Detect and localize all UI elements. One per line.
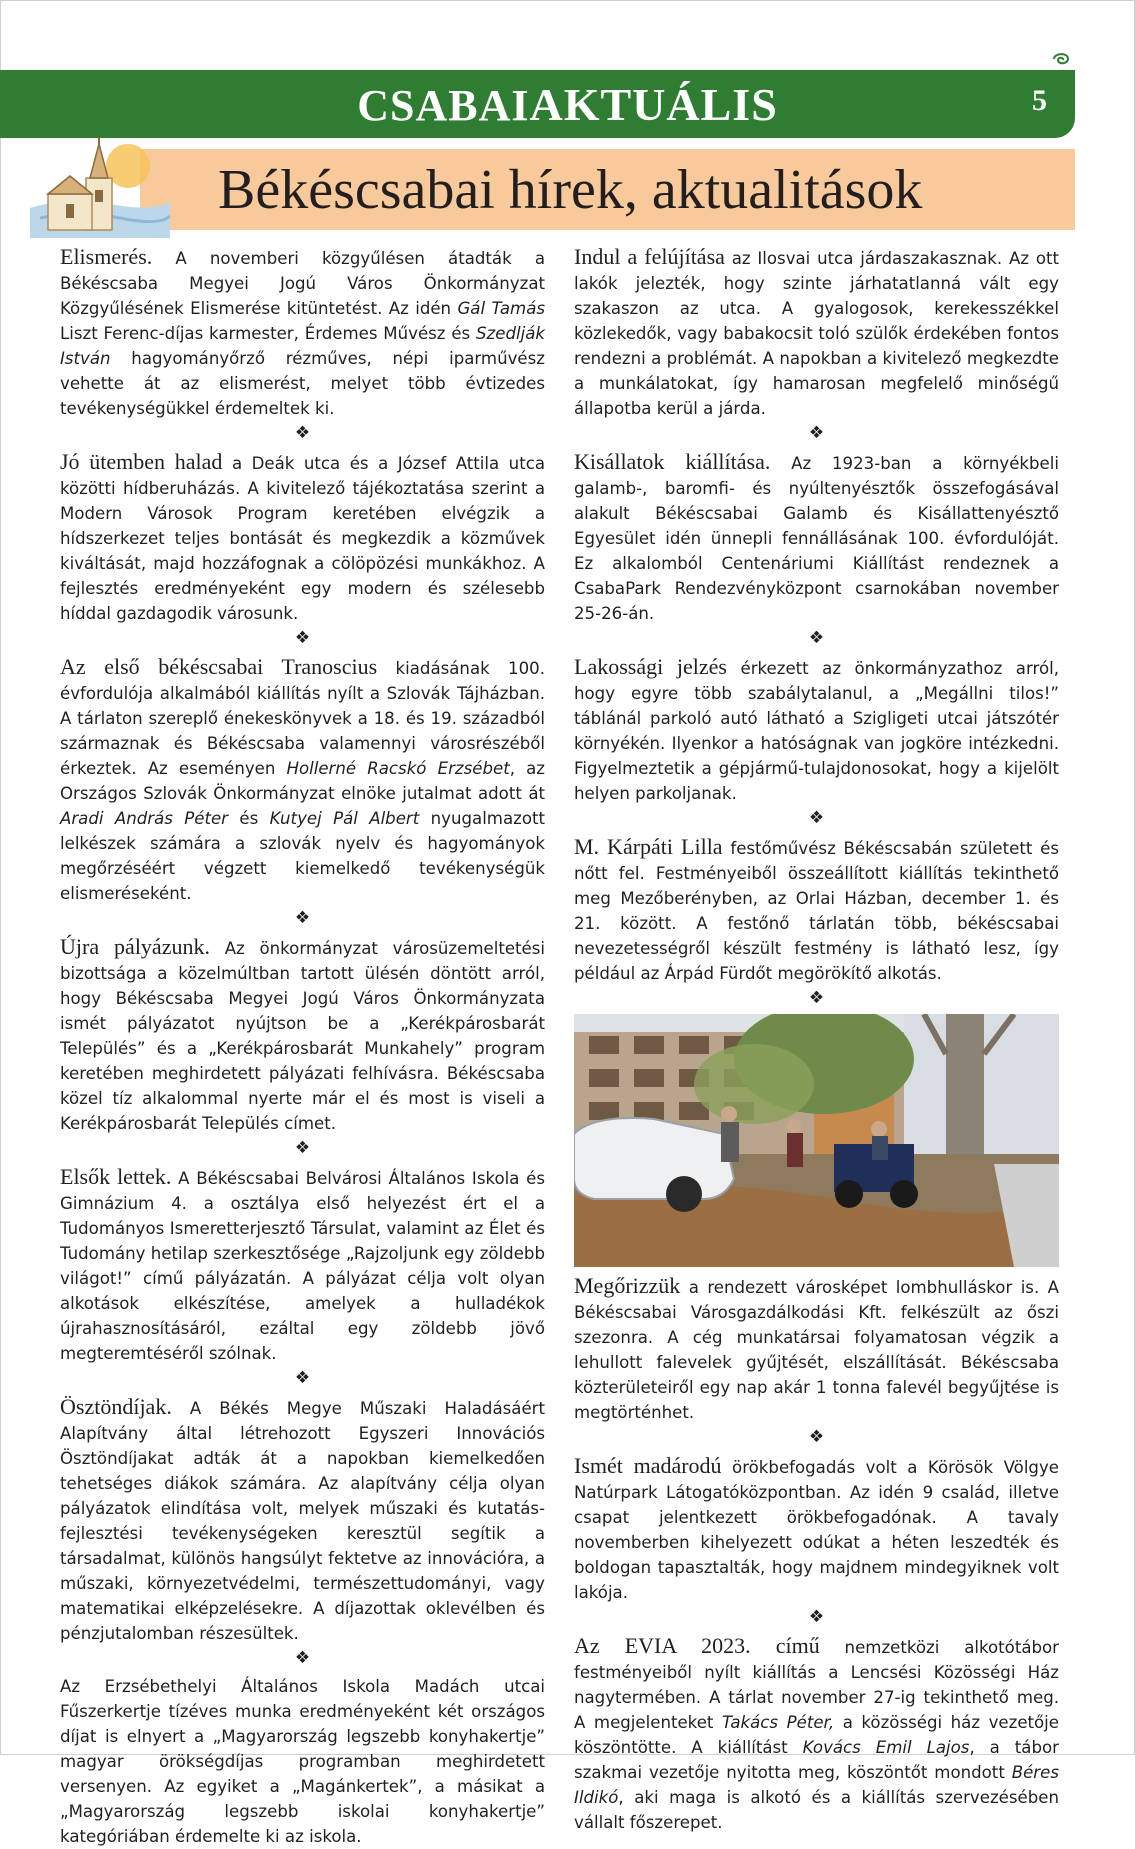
article-separator: ❖: [808, 988, 825, 1008]
article-text: , a tábor szakmai vezetője nyitotta meg, köszöntőt mondott: [574, 1738, 1059, 1782]
article: [60, 1164, 545, 1366]
article-headline: Elismerés.: [60, 244, 153, 269]
magazine-title-aktualis: AKTUÁLIS: [529, 79, 778, 130]
article-separator: ❖: [294, 1138, 311, 1158]
article-headline: Lakossági jelzés: [574, 654, 727, 679]
article: [60, 244, 545, 421]
article: [60, 654, 545, 906]
article-separator: ❖: [808, 1607, 825, 1627]
article-text: az Ilosvai utca járdaszakasznak. Az ott lakók jelezték, hogy szinte járhatatlanná vált egy szakaszon az utca. A gyalogosok, kerekesszékkel közlekedők, vagy babakocsit toló szülők érdekében fontos rendezni a problémát. A napokban a kivitelező megkezdte a munkálatokat, így hamarosan megfelelő minőségű állapotba kerül a járda.: [574, 249, 1059, 418]
article-separator: ❖: [294, 628, 311, 648]
article-text: a rendezett városképet lombhulláskor is. A Békéscsabai Városgazdálkodási Kft. felkészült az őszi szezonra. A cég munkatársai folyamatosan végzik a lehullott falevelek gyűjtését, elszállítását. Békéscsaba közterületeiről egy nap akár 1 tonna falevél begyűjtése is megtörténhet.: [574, 1278, 1059, 1422]
article-separator: ❖: [808, 1427, 825, 1447]
article-text: kiadásának 100. évfordulója alkalmából kiállítás nyílt a Szlovák Tájházban. A tárlaton szereplő énekeskönyvek a 18. és 19. századból származnak és Békéscsaba valamennyi városrészéből érkeztek. Az eseményen: [60, 659, 545, 778]
article-text: nemzetközi alkotótábor festményeiből nyílt kiállítás a Lencsési Közösségi Ház nagytermében. A tárlat november 27-ig tekinthető meg. A megjelenteket: [574, 1638, 1059, 1732]
article-text: hagyományőrző rézműves, népi iparművész vehette át az elismerést, melyet több évtizedes tevékenységükkel érdemeltek ki.: [60, 349, 545, 418]
article-name-italic: Kovács Emil Lajos: [802, 1738, 970, 1757]
article: [574, 834, 1059, 986]
article-headline: M. Kárpáti Lilla: [574, 834, 723, 859]
article: [574, 1633, 1059, 1835]
article-text: Az 1923-ban a környékbeli galamb-, baromfi- és nyúltenyésztők összefogásával alakult Békéscsabai Galamb és Kisállattenyésztő Egyesület idén ünnepli fennállásának 100. évfordulóját. Ez alkalomból Centenáriumi Kiállítást rendeznek a CsabaPark Rendezvényközpont csarnokában november 25-26-án.: [574, 454, 1059, 623]
article-text: Liszt Ferenc-díjas karmester, Érdemes Művész és: [60, 324, 477, 343]
article-headline: Megőrizzük: [574, 1273, 681, 1298]
article: [574, 449, 1059, 626]
article-headline: Indul a felújítása: [574, 244, 725, 269]
article-text: örökbefogadás volt a Körösök Völgye Natúrpark Látogatóközpontban. Az idén 9 család, illetve csapat jelentkezett örökbefogadónak. A tavaly novemberben kihelyezett odúkat a héten leszedték és boldogan tapasztalták, hogy majdnem mindegyiknek volt lakója.: [574, 1458, 1059, 1602]
article-separator: ❖: [294, 1648, 311, 1668]
article-headline: Az első békéscsabai Tranoscius: [60, 654, 378, 679]
article-separator: ❖: [294, 423, 311, 443]
section-title: Békéscsabai hírek, aktualitások: [218, 159, 923, 221]
article-separator: ❖: [808, 808, 825, 828]
article: [574, 1453, 1059, 1605]
article-name-italic: Béres Ildikó: [574, 1763, 1059, 1807]
article-headline: Elsők lettek.: [60, 1164, 172, 1189]
article-name-italic: Szedlják István: [60, 324, 545, 368]
article: [574, 244, 1059, 421]
article: [574, 654, 1059, 806]
article-name-italic: Takács Péter,: [721, 1713, 835, 1732]
article: [574, 1273, 1059, 1425]
article-separator: ❖: [808, 423, 825, 443]
article-headline: Ismét madárodú: [574, 1453, 722, 1478]
article-text: A Békéscsabai Belvárosi Általános Iskola és Gimnázium 4. a osztálya első helyezést ért el a Tudományos Ismeretterjesztő Társulat, valamint az Élet és Tudomány hetilap szerkesztősége „Rajzoljunk egy zöldebb világot!” című pályázatán. A pályázat célja volt olyan alkotások elkészítése, amelyek a hulladékok újrahasznosításáról, ezáltal egy zöldebb jövő megteremtéséről szólnak.: [60, 1169, 545, 1363]
article-headline: Az EVIA 2023. című: [574, 1633, 820, 1658]
article-separator: ❖: [294, 1368, 311, 1388]
article-name-italic: Gál Tamás: [457, 299, 546, 318]
article-headline: Kisállatok kiállítása.: [574, 449, 771, 474]
article-text: a közösségi ház vezetője köszöntötte. A kiállítást: [574, 1713, 1060, 1757]
article-text: , az Országos Szlovák Önkormányzat elnöke jutalmat adott át: [60, 759, 545, 803]
article-text: a Deák utca és a József Attila utca közötti hídberuházás. A kivitelező tájékoztatása szerint a Modern Városok Program keretében elvégzik a hídszerkezet teljes bontását és megkezdik a közművek kiváltását, majd hozzáfognak a cölöpözési munkákhoz. A fejlesztés eredményeként egy modern és szélesebb híddal gazdagodik városunk.: [60, 454, 545, 623]
right-column: [574, 244, 1059, 1835]
article-text: érkezett az önkormányzathoz arról, hogy egyre több szabálytalanul, a „Megállni tilos!” táblánál parkoló autó látható a Szigligeti utcai játszótér környékén. Ilyenkor a hatóságnak van jogköre intézkedni. Figyelmeztetik a gépjármű-tulajdonosokat, hogy a kijelölt helyen parkoljanak.: [574, 659, 1059, 803]
article-text: Az Erzsébethelyi Általános Iskola Madách utcai Fűszerkertje tízéves munka eredményeként két országos díjat is elnyert a „Magyarország legszebb konyhakertje” magyar örökségdíjas programban meghirdetett versenyen. Az egyiket a „Magánkertek”, a másikat a „Magyarország legszebb iskolai konyhakertje” kategóriában érdemelte ki az iskola.: [60, 1677, 545, 1846]
article-separator: ❖: [808, 628, 825, 648]
article: [60, 934, 545, 1136]
article-separator: ❖: [294, 908, 311, 928]
leaf-collection-photo: [574, 1014, 1059, 1267]
article-text: nyugalmazott lelkészek számára a szlovák nyelv és hagyományok megőrzéséért végzett kiemelkedő tevékenységük elismeréseként.: [60, 809, 546, 903]
article-name-italic: Aradi András Péter: [60, 809, 229, 828]
article-text: A Békés Megye Műszaki Haladásáért Alapítvány által létrehozott Egyszeri Innovációs Ösztöndíjakat adták át a napokban kiemelkedően tehetséges diákok számára. Az alapítvány célja olyan pályázatok elindítása volt, melyek műszaki és kutatás-fejlesztési tevékenységeken keresztül segítik a társadalmat, különös hangsúlyt fektetve az innovációra, a műszaki, környezetvédelmi, természettudományi, vagy matematikai elképzelésekre. A díjazottak oklevélben és pénzjutalomban részesültek.: [60, 1399, 545, 1643]
page-number: 5: [1032, 84, 1047, 117]
article: [60, 449, 545, 626]
article-headline: Ösztöndíjak.: [60, 1394, 172, 1419]
article-headline: Jó ütemben halad: [60, 449, 223, 474]
article-text: , aki maga is alkotó és a kiállítás szervezésében vállalt főszerepet.: [574, 1788, 1059, 1832]
article-name-italic: Hollerné Racskó Erzsébet: [286, 759, 510, 778]
article-text: festőművész Békéscsabán született és nőtt fel. Festményeiből összeállított kiállítás tekinthető meg Mezőberényben, az Orlai Házban, december 1. és 21. között. A festőnő tárlatán több, békéscsabai nevezetességről készült festmény is látható lesz, így például az Árpád Fürdőt megörökítő alkotás.: [574, 839, 1059, 983]
article-headline: Újra pályázunk.: [60, 934, 210, 959]
article-text: Az önkormányzat városüzemeltetési bizottsága a közelmúltban tartott ülésén döntött arról, hogy Békéscsaba Megyei Jogú Város Önkormányzata ismét pályázatot nyújtson be a „Kerékpárosbarát Település” és a „Kerékpárosbarát Munkahely” program keretében meghirdetett pályázati felhívásra. Békéscsaba közel tíz alkalommal nyerte már el és most is viseli a Kerékpárosbarát Település címet.: [60, 939, 545, 1133]
article-text: A novemberi közgyűlésen átadták a Békéscsaba Megyei Jogú Város Önkormányzat Közgyűlésének Elismerése kitüntetést. Az idén: [60, 249, 545, 318]
magazine-title-csabai: CSABAI: [357, 81, 530, 130]
magazine-title: [0, 78, 1135, 131]
article-text: és: [228, 809, 270, 828]
church-icon: [30, 138, 170, 238]
article: [60, 1394, 545, 1646]
article-name-italic: Kutyej Pál Albert: [269, 809, 420, 828]
article: [60, 1674, 545, 1849]
swirl-icon: [1050, 50, 1072, 68]
left-column: [60, 244, 545, 1849]
